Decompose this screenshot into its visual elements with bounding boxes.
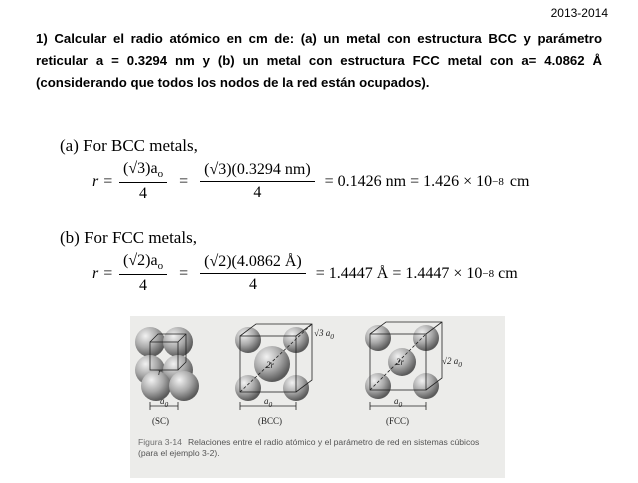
fcc-equation bbox=[92, 252, 518, 295]
fcc-label: (FCC) bbox=[386, 416, 410, 426]
fcc-frac2-den: 4 bbox=[248, 276, 257, 294]
sc-a0-label bbox=[160, 396, 168, 409]
sqrt2-a0-text: √2 a bbox=[442, 356, 459, 366]
bcc-frac1-den: 4 bbox=[139, 185, 148, 203]
bcc-a0-label bbox=[264, 396, 272, 409]
sc-r-label: r bbox=[158, 367, 162, 377]
fcc-a0-sub: 0 bbox=[398, 399, 403, 409]
bcc-label: (BCC) bbox=[258, 416, 283, 426]
fcc-unit: cm bbox=[498, 264, 518, 282]
bcc-equation bbox=[92, 160, 529, 203]
fcc-a0-text: a bbox=[394, 396, 399, 406]
fcc-frac2-num: (√2)(4.0862 Å) bbox=[200, 253, 306, 274]
fcc-fraction-2 bbox=[200, 253, 306, 294]
bcc-frac2-num: (√3)(0.3294 nm) bbox=[200, 161, 315, 182]
bcc-fraction-2 bbox=[200, 161, 315, 202]
bcc-heading: (a) For BCC metals, bbox=[60, 136, 198, 155]
caption-label: Figura 3-14 bbox=[138, 437, 182, 447]
bcc-2r-label: 2r bbox=[266, 360, 275, 370]
fcc-result: = 1.4447 Å = 1.4447 × 10 bbox=[315, 264, 483, 282]
sqrt3-a0-label bbox=[314, 328, 334, 341]
bcc-frac2-den: 4 bbox=[253, 184, 262, 202]
sqrt2-a0-label bbox=[442, 356, 462, 369]
fcc-exponent: −8 bbox=[482, 267, 495, 280]
fcc-frac1-den: 4 bbox=[139, 277, 148, 295]
sc-a0-sub: 0 bbox=[164, 399, 169, 409]
fcc-2r-label: 2r bbox=[396, 357, 405, 367]
fcc-equals: = bbox=[179, 264, 189, 282]
bcc-lhs: r = bbox=[92, 172, 114, 190]
sc-a0-text: a bbox=[160, 396, 165, 406]
bcc-a0-sub: 0 bbox=[268, 399, 273, 409]
sc-label: (SC) bbox=[152, 416, 170, 426]
fcc-lhs: r = bbox=[92, 264, 114, 282]
sqrt3-a0-text: √3 a bbox=[314, 328, 331, 338]
problem-statement: 1) Calcular el radio atómico en cm de: (a) un metal con estructura BCC y parámetro reticular a = 0.3294 nm y (b) un metal con estructura FCC metal con a= 4.0862 Å (considerando que todos los nodos de la red están ocupados). bbox=[36, 31, 602, 90]
fcc-heading: (b) For FCC metals, bbox=[60, 228, 197, 247]
fcc-frac1-num: (√2)a bbox=[123, 252, 158, 269]
bcc-fraction-1 bbox=[119, 160, 167, 203]
sqrt3-a0-sub: 0 bbox=[330, 331, 334, 341]
figure-caption bbox=[138, 437, 498, 459]
fcc-a0-label bbox=[394, 396, 402, 409]
bcc-a0-text: a bbox=[264, 396, 269, 406]
sqrt2-a0-sub: 0 bbox=[458, 359, 462, 369]
fcc-fraction-1 bbox=[119, 252, 167, 295]
bcc-unit: cm bbox=[509, 172, 530, 190]
bcc-equals: = bbox=[179, 172, 189, 190]
bcc-exponent: −8 bbox=[492, 175, 504, 188]
bcc-result: = 0.1426 nm = 1.426 × 10 bbox=[324, 172, 493, 190]
bcc-frac1-num: (√3)a bbox=[123, 160, 158, 177]
year-label: 2013-2014 bbox=[550, 6, 608, 20]
fcc-frac1-sub: o bbox=[157, 260, 164, 273]
caption-text: Relaciones entre el radio atómico y el parámetro de red en sistemas cúbicos (para el ejemplo 3-2). bbox=[138, 437, 480, 458]
bcc-frac1-sub: o bbox=[157, 168, 164, 181]
